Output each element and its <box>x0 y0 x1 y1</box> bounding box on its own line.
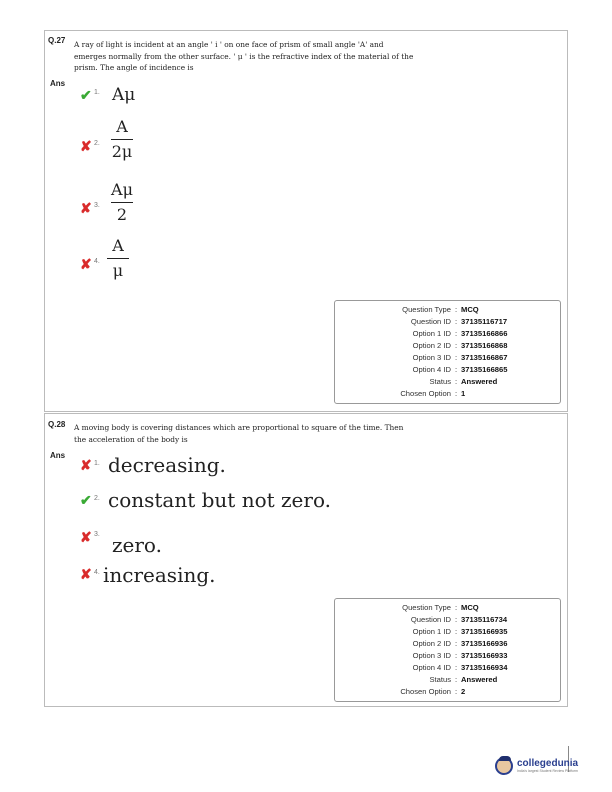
option-3-text: zero. <box>112 533 162 557</box>
option-number: 3. <box>94 202 100 209</box>
wrong-cross-icon: ✘ <box>80 200 92 216</box>
option-number: 4. <box>94 258 100 265</box>
info-row: Option 3 ID : 37135166867 <box>412 353 508 362</box>
option-3-fraction <box>107 180 137 225</box>
info-row: Option 4 ID : 37135166934 <box>412 663 508 672</box>
correct-tick-icon: ✔ <box>80 492 92 508</box>
option-number: 2. <box>94 140 100 147</box>
option-1-expression: Aμ <box>112 85 136 105</box>
fraction-denominator: μ <box>112 261 124 280</box>
fraction-numerator: A <box>112 236 124 255</box>
fraction-bar <box>107 258 129 259</box>
info-row: Option 2 ID : 37135166868 <box>412 341 508 350</box>
question-number: Q.27 <box>48 36 66 45</box>
wrong-cross-icon: ✘ <box>80 457 92 473</box>
fraction-numerator: A <box>116 117 128 136</box>
wrong-cross-icon: ✘ <box>80 256 92 272</box>
option-number: 2. <box>94 495 100 502</box>
question-text: A moving body is covering distances which are proportional to square of the time. Then the acceleration of the body is <box>74 423 404 444</box>
fraction-denominator: 2 <box>116 205 128 224</box>
info-row: Chosen Option : 1 <box>400 389 466 398</box>
info-row: Question ID : 37135116717 <box>410 317 508 326</box>
ans-label: Ans <box>50 451 66 460</box>
wrong-cross-icon: ✘ <box>80 138 92 154</box>
fraction-bar <box>111 202 133 203</box>
info-row: Option 2 ID : 37135166936 <box>412 639 508 648</box>
option-2-fraction <box>107 117 137 162</box>
info-row: Question Type : MCQ <box>402 603 479 612</box>
option-2-text: constant but not zero. <box>108 488 331 512</box>
question-text: A ray of light is incident at an angle ' i ' on one face of prism of small angle 'A' and emerges normally from the other surface. ' μ ' is the refractive index of the material of the prism. The angle of incidence is <box>74 40 414 72</box>
option-number: 1. <box>94 460 100 467</box>
option-1-text: decreasing. <box>108 453 226 477</box>
info-row: Chosen Option : 2 <box>400 687 466 696</box>
collegedunia-logo[interactable] <box>495 757 578 775</box>
option-number: 1. <box>94 89 100 96</box>
option-4-text: increasing. <box>103 563 216 587</box>
info-row: Option 1 ID : 37135166935 <box>412 627 508 636</box>
correct-tick-icon: ✔ <box>80 87 92 103</box>
option-number: 3. <box>94 531 100 538</box>
wrong-cross-icon: ✘ <box>80 529 92 545</box>
info-row: Option 4 ID : 37135166865 <box>412 365 508 374</box>
fraction-numerator: Aμ <box>111 180 133 199</box>
logo-tagline: India's largest Student Review Platform <box>517 769 578 773</box>
fraction-bar <box>111 139 133 140</box>
question-number: Q.28 <box>48 420 66 429</box>
logo-brand: collegedunia <box>517 758 579 769</box>
question-info-panel <box>334 300 561 404</box>
info-row: Question ID : 37135116734 <box>410 615 508 624</box>
info-row: Status : Answered <box>429 377 498 386</box>
mascot-icon <box>495 757 513 775</box>
info-row: Status : Answered <box>429 675 498 684</box>
question-info-panel <box>334 598 561 702</box>
option-number: 4. <box>94 569 100 576</box>
info-row: Option 3 ID : 37135166933 <box>412 651 508 660</box>
fraction-denominator: 2μ <box>111 142 133 161</box>
info-row: Question Type : MCQ <box>402 305 479 314</box>
wrong-cross-icon: ✘ <box>80 566 92 582</box>
ans-label: Ans <box>50 79 66 88</box>
option-4-fraction <box>103 236 133 281</box>
info-row: Option 1 ID : 37135166866 <box>412 329 508 338</box>
